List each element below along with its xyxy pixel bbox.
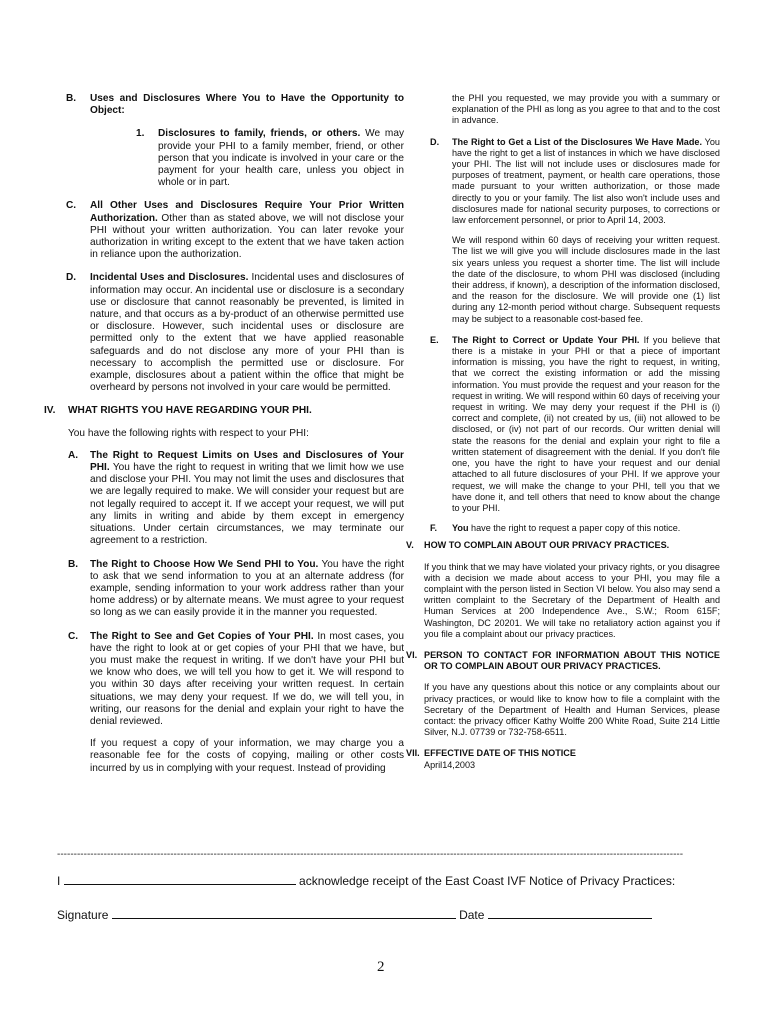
item-body bbox=[452, 523, 720, 534]
item-title: The Right to See and Get Copies of Your PHI. bbox=[90, 630, 314, 642]
ack-prefix: I bbox=[57, 874, 61, 888]
item-body bbox=[452, 137, 720, 227]
item-text: We may provide your PHI to a family member, friend, or other person that you indicate is involved in your care or the payment for your health care, unless you object in whole or in part. bbox=[158, 128, 404, 189]
section-b-heading bbox=[66, 93, 404, 117]
page-number: 2 bbox=[377, 959, 385, 975]
right-a bbox=[68, 450, 404, 548]
section-v-heading bbox=[406, 540, 720, 551]
section-c bbox=[66, 200, 404, 261]
section-label: IV. bbox=[44, 405, 56, 417]
item-body bbox=[158, 128, 404, 189]
item-label: E. bbox=[430, 334, 439, 345]
section-label: VII. bbox=[406, 748, 420, 759]
item-label: 1. bbox=[136, 128, 145, 140]
item-body bbox=[90, 272, 404, 394]
item-title: The Right to Get a List of the Disclosures We Have Made. bbox=[452, 136, 702, 147]
right-e bbox=[430, 335, 720, 514]
item-label: B. bbox=[68, 558, 79, 570]
signature-field[interactable] bbox=[112, 907, 456, 919]
right-d-paragraph-2: We will respond within 60 days of receiving your written request. The list we will give you will include disclosures made in the last six years unless you request a shorter time. The list will include the date of the disclosure, to whom PHI was disclosed (including their address, if known), a description of the information disclosed, and the reason for the disclosure. We will provide one (1) list during any 12-month period without charge. Subsequent requests may be subject to a reasonable cost-based fee. bbox=[452, 235, 720, 324]
section-title: HOW TO COMPLAIN ABOUT OUR PRIVACY PRACTICES. bbox=[424, 540, 670, 551]
date-field[interactable] bbox=[488, 907, 652, 919]
section-vii-heading bbox=[406, 748, 720, 759]
section-title: PERSON TO CONTACT FOR INFORMATION ABOUT THIS NOTICE OR TO COMPLAIN ABOUT OUR PRIVACY PRACTICES. bbox=[424, 649, 720, 672]
ack-text: acknowledge receipt of the East Coast IVF Notice of Privacy Practices: bbox=[295, 874, 676, 888]
date-label: Date bbox=[459, 908, 485, 922]
item-text: Incidental uses and disclosures of information may occur. An incidental use or disclosure is a secondary use or disclosure that cannot reasonably be prevented, is limited in nature, and that occurs as a by-product of an otherwise permitted use or disclosure. However, such incidental uses or disclosure are permitted only to the extent that we have applied reasonable safeguards and do not disclose any more of your PHI than is necessary to accomplish the permitted use or disclosure. For example, disclosures about a patient within the office that might be overheard by persons not involved in your care would be permitted. bbox=[90, 272, 404, 394]
item-label: A. bbox=[68, 449, 79, 461]
right-column bbox=[406, 93, 720, 771]
item-text: If you believe that there is a mistake in your PHI or that a piece of important information is missing, you have the right to request, in writing, that we correct the existing information or add the missing information. You must provide the request and your reason for the request in writing. We will respond within 60 days of receiving your request in writing. We may deny your request if the PHI is (i) correct and complete, (ii) not created by us, (iii) not allowed to be disclosed, or (iv) not part of our records. Our written denial will state the reasons for the denial and explain your right to file a written statement of disagreement with the denial. If you don't file one, you have the right to have your request and our denial attached to all future disclosures of your PHI. If we approve your request, we will make the change to your PHI, tell you that we have done it, and tell others that need to know about the change to your PHI. bbox=[452, 334, 720, 513]
item-body bbox=[90, 200, 404, 261]
section-label: VI. bbox=[406, 649, 418, 660]
section-vi-heading bbox=[406, 650, 720, 672]
separator-line: -------------------------------------------------------------------------------------------------------------------------------------------------------------------------------------------- bbox=[57, 849, 684, 860]
item-body bbox=[90, 450, 404, 548]
item-title: The Right to Choose How We Send PHI to You. bbox=[90, 558, 319, 570]
item-title: You bbox=[452, 523, 469, 534]
item-title: The Right to Correct or Update Your PHI. bbox=[452, 334, 640, 345]
section-b1 bbox=[136, 128, 404, 189]
item-label: F. bbox=[430, 523, 438, 534]
item-label: D. bbox=[66, 272, 77, 284]
right-d bbox=[430, 137, 720, 227]
contact-paragraph: If you have any questions about this notice or any complaints about our privacy practices, or would like to know how to file a complaint with the Secretary of the Department of Health and Human Services, please contact: the privacy officer Kathy Wolffe 200 White Road, Suite 214 Little Silver, N.J. 07739 or 732-758-6511. bbox=[424, 682, 720, 738]
item-body bbox=[90, 631, 404, 729]
item-text: have the right to request a paper copy of this notice. bbox=[468, 523, 681, 534]
complaint-paragraph: If you think that we may have violated your privacy rights, or you disagree with a decision we made about access to your PHI, you may file a complaint with the person listed in Section VI below. You also may send a written complaint to the Secretary of the Department of Health and Human Services at 200 Independence Ave., S.W.; Room 615F; Washington, DC 20201. We will take no retaliatory action against you if you file a complaint about our privacy practices. bbox=[424, 561, 720, 639]
acknowledgement-line bbox=[57, 873, 675, 888]
item-text: You have the right to get a list of instances in which we have disclosed your PHI. The list will not include uses or disclosures made for purposes of treatment, payment, or health care operations, those made pursuant to your written authorization, or those made directly to you or your family. The list also won't include uses and disclosures made for national security purposes, to corrections or law enforcement personnel, or prior to April 14, 2003. bbox=[452, 136, 720, 226]
section-iv-heading bbox=[44, 405, 404, 417]
item-body bbox=[90, 559, 404, 620]
item-label: C. bbox=[66, 200, 77, 212]
signature-label: Signature bbox=[57, 908, 109, 922]
right-f bbox=[430, 523, 720, 534]
right-c bbox=[68, 631, 404, 729]
left-column bbox=[44, 93, 404, 785]
item-text: You have the right to ask that we send information to you at an alternate address (for example, sending information to your work address rather than your home address) or by alternate means. We must agree to your request so long as we can easily provide it in the manner you requested. bbox=[90, 558, 405, 619]
effective-date: April14,2003 bbox=[424, 759, 476, 770]
item-text: You have the right to request in writing that we limit how we use and disclose your PHI. You may not limit the uses and disclosures that we are legally required to make. We will consider your request but are not legally required to accept it. If we accept your request, we will put any limits in writing and abide by them except in emergency situations. Under certain circumstances, we may terminate our agreement to a restriction. bbox=[90, 462, 404, 547]
section-title: Uses and Disclosures Where You to Have the Opportunity to Object: bbox=[90, 93, 404, 117]
rights-intro: You have the following rights with respect to your PHI: bbox=[68, 427, 309, 439]
name-field[interactable] bbox=[64, 873, 296, 885]
section-label: V. bbox=[406, 540, 414, 551]
section-label: B. bbox=[66, 93, 77, 104]
item-title: Incidental Uses and Disclosures. bbox=[90, 272, 249, 284]
item-body bbox=[452, 335, 720, 514]
right-b bbox=[68, 559, 404, 620]
section-title: EFFECTIVE DATE OF THIS NOTICE bbox=[424, 748, 576, 759]
item-title: The Right to Request Limits on Uses and Disclosures of Your PHI. bbox=[90, 449, 404, 474]
item-label: C. bbox=[68, 630, 79, 642]
section-d bbox=[66, 272, 404, 394]
continued-paragraph: the PHI you requested, we may provide you with a summary or explanation of the PHI as long as you agree to that and to the cost in advance. bbox=[452, 93, 720, 126]
item-text: In most cases, you have the right to look at or get copies of your PHI that we have, but you must make the request in writing. If we don't have your PHI but we know who does, we will tell you how to get it. We will respond to you within 30 days after receiving your written request. In certain situations, we may deny your request. If we do, we will tell you, in writing, our reasons for the denial and explain your right to have the denial reviewed. bbox=[90, 630, 404, 727]
item-title: All Other Uses and Disclosures Require Your Prior Written Authorization. bbox=[90, 200, 404, 224]
signature-line bbox=[57, 907, 652, 922]
item-text: Other than as stated above, we will not disclose your PHI without your written authorization. You can later revoke your authorization in writing except to the extent that we have taken action in reliance upon the authorization. bbox=[90, 212, 404, 261]
right-c-paragraph-2: If you request a copy of your information, we may charge you a reasonable fee for the costs of copying, mailing or other costs incurred by us in complying with your request. Instead of providing bbox=[90, 738, 404, 774]
section-title: WHAT RIGHTS YOU HAVE REGARDING YOUR PHI. bbox=[68, 405, 312, 417]
item-title: Disclosures to family, friends, or others. bbox=[158, 128, 361, 140]
item-label: D. bbox=[430, 136, 440, 147]
